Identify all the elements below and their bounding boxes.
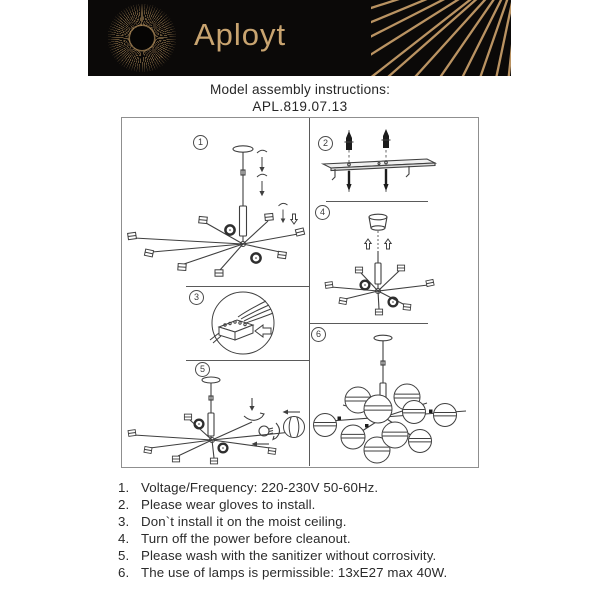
sunburst-logo-icon <box>108 4 176 72</box>
instruction-item <box>118 530 518 547</box>
instruction-number: 3. <box>118 514 130 529</box>
step-3-badge: 3 <box>189 290 204 305</box>
corner-rays-decoration <box>371 0 511 76</box>
panel-2-mounting-bracket-diagram <box>309 118 476 201</box>
panel-4-rod-attachment-diagram <box>309 201 476 323</box>
model-number: APL.819.07.13 <box>252 99 348 114</box>
instruction-list <box>118 479 518 581</box>
step-4-badge: 4 <box>315 205 330 220</box>
instruction-text: Turn off the power before cleanout. <box>141 531 351 546</box>
brand-banner <box>88 0 511 76</box>
instruction-number: 2. <box>118 497 130 512</box>
instruction-text: Please wash with the sanitizer without corrosivity. <box>141 548 437 563</box>
instruction-item <box>118 564 518 581</box>
instruction-text: The use of lamps is permissible: 13xE27 max 40W. <box>141 565 448 580</box>
step-2-badge: 2 <box>318 136 333 151</box>
page-title: Model assembly instructions: <box>209 82 391 97</box>
instruction-number: 6. <box>118 565 130 580</box>
instruction-item <box>118 479 518 496</box>
instruction-item <box>118 513 518 530</box>
step-1-badge: 1 <box>193 135 208 150</box>
instruction-number: 1. <box>118 480 130 495</box>
instruction-number: 4. <box>118 531 130 546</box>
instruction-item <box>118 547 518 564</box>
instruction-item <box>118 496 518 513</box>
panel-1-chandelier-rod-diagram <box>122 118 309 286</box>
instruction-text: Don`t install it on the moist ceiling. <box>141 514 347 529</box>
step-6-badge: 6 <box>311 327 326 342</box>
sunburst-core <box>130 26 154 50</box>
panel-6-assembled-chandelier-diagram <box>309 323 476 465</box>
brand-name: Aployt <box>194 17 287 52</box>
instruction-number: 5. <box>118 548 130 563</box>
instruction-text: Voltage/Frequency: 220-230V 50-60Hz. <box>141 480 379 495</box>
panel-3-wiring-detail-diagram <box>122 286 309 360</box>
assembly-diagram-box <box>121 117 479 468</box>
step-5-badge: 5 <box>195 362 210 377</box>
instruction-text: Please wear gloves to install. <box>141 497 316 512</box>
panel-5-bulb-shade-diagram <box>122 360 309 465</box>
